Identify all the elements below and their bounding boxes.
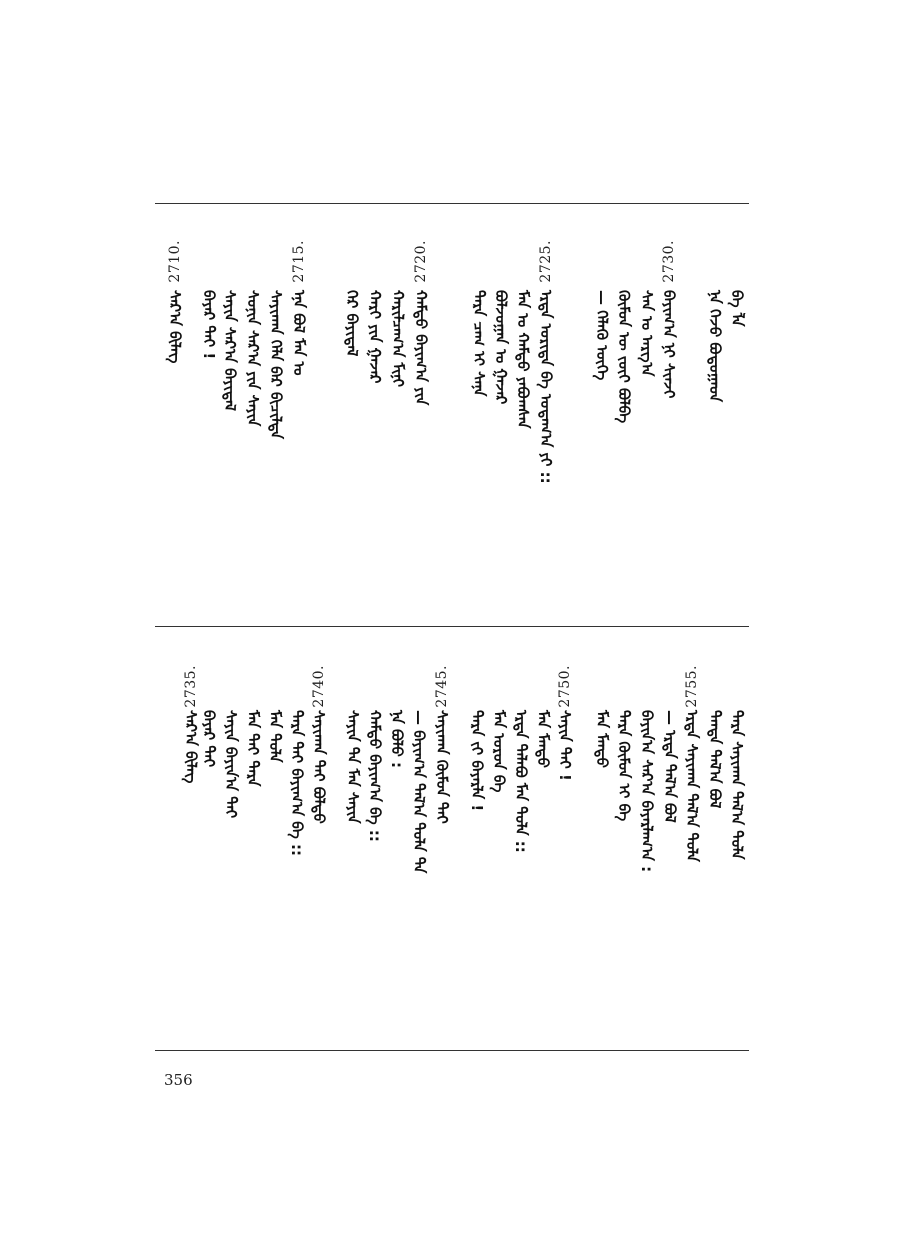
verse-column — [219, 240, 241, 620]
verse-column — [342, 665, 364, 1045]
line-number: 2750. — [557, 665, 573, 708]
mongolian-verse-line: ᠲᠡᠨᠳᠡ ᠲᠠᠯ᠎ᠠ ᠪᠣᠯ — [706, 710, 724, 809]
mongolian-verse-line: ᠡᠨᠡ ᠪᠣᠯ ᠮᠠᠨ ᠤ — [290, 290, 308, 376]
mongolian-verse-line: ᠰᠠᠷ᠎ᠠ ᠪᠢᠯᠡᠭ — [166, 290, 184, 364]
page-number: 356 — [164, 1071, 193, 1089]
mongolian-verse-line: ᠪᠠᠶᠢᠭ᠎ᠠ ᠨᠢ ᠰᠢᠨᠵᠢ — [660, 290, 678, 399]
mongolian-verse-line: ᠪᠣᠯᠵᠣᠭᠠᠨ ᠤ ᠭᠠᠵᠠᠷ — [492, 290, 510, 405]
verse-column — [180, 665, 202, 1045]
verse-column — [387, 240, 409, 620]
mongolian-verse-line: ᠮᠠᠨ ᠮᠠᠨᠳᠤ — [534, 710, 552, 768]
line-number: 2710. — [167, 240, 183, 283]
verse-column — [613, 240, 635, 620]
verse-column — [468, 240, 490, 620]
verse-column — [308, 665, 330, 1045]
mongolian-verse-line: ᠰᠠᠶᠢᠨ ᠲᠠᠢ ! — [556, 710, 574, 781]
line-number: 2725. — [538, 240, 554, 283]
verse-column — [726, 665, 748, 1045]
verse-column — [264, 665, 286, 1045]
mongolian-verse-line: ᠰᠣᠨᠢᠨ ᠰᠠᠷ᠎ᠠ ᠶᠢᠨ ᠰᠠᠶᠢᠨ — [244, 290, 262, 427]
verse-column — [591, 665, 613, 1045]
verse-column — [242, 240, 264, 620]
mongolian-verse-line: ᠰᠠᠶᠢᠬᠠᠨ ᠲᠠᠢ ᠪᠣᠯᠲᠤ — [310, 710, 328, 824]
lower-verse-block — [155, 665, 749, 1045]
verse-column — [286, 665, 308, 1045]
middle-rule — [155, 626, 749, 627]
line-number: 2715. — [291, 240, 307, 283]
line-number: 2740. — [311, 665, 327, 708]
verse-column — [704, 240, 726, 620]
verse-column — [512, 240, 534, 620]
verse-column — [408, 665, 430, 1045]
mongolian-verse-line: ᠪᠠᠶᠢᠨ᠎ᠠ ᠰᠠᠷ᠎ᠠ ᠪᠠᠶᠠᠷᠯᠠᠭ᠎ᠠ : — [638, 710, 656, 873]
verse-column — [613, 665, 635, 1045]
verse-column — [164, 240, 186, 620]
mongolian-verse-line: ᠬᠠᠮᠲᠤ ᠪᠠᠶᠢᠭ᠎ᠠ ᠶᠢᠨ — [412, 290, 430, 406]
mongolian-verse-line: ᠪᠠᠶᠠᠷ ᠲᠠᠢ — [200, 710, 218, 768]
mongolian-verse-line: ᠲᠡᠷᠡ ᠶ᠋ᠢ ᠪᠠᠶᠠᠷᠯᠠ ! — [468, 710, 486, 812]
top-rule — [155, 203, 749, 204]
verse-column — [386, 665, 408, 1045]
mongolian-verse-line: ᠮᠠᠨ ᠲᠤᠯᠠ — [266, 710, 284, 763]
verse-column — [364, 240, 386, 620]
verse-column — [265, 240, 287, 620]
mongolian-verse-line: ᠡᠷᠲᠡ ᠲᠠᠯᠠᠪᠤ ᠮᠠᠨ ᠲᠤᠯᠠ :: — [512, 710, 530, 853]
mongolian-verse-line: — ᠪᠠᠶᠢᠭ᠎ᠠ ᠲᠠᠯ᠎ᠠ ᠲᠤᠯᠠ ᠲᠠ — [410, 710, 428, 874]
verse-column — [341, 240, 363, 620]
mongolian-verse-line: ᠰᠠᠶᠢᠨ ᠲᠠ ᠮᠠᠨ ᠰᠠᠶᠢᠨ — [344, 710, 362, 824]
verse-column — [431, 665, 453, 1045]
mongolian-verse-line: ᠰᠠᠶᠢᠬᠠᠨ ᠬᠦᠮᠦᠨ ᠲᠠᠢ — [433, 710, 451, 824]
mongolian-verse-line: ᠨᠡ ᠪᠣᠯᠤ : — [388, 710, 406, 768]
line-number: 2720. — [413, 240, 429, 283]
verse-column — [636, 665, 658, 1045]
mongolian-verse-line: ᠪᠠ ᠯᠡ — [728, 290, 746, 327]
verse-column — [220, 665, 242, 1045]
mongolian-verse-line: ᠡᠷᠲᠡ ᠰᠠᠶᠢᠬᠠᠨ ᠲᠠᠯ᠎ᠠ ᠲᠤᠯᠠ — [683, 710, 701, 862]
verse-column — [636, 240, 658, 620]
mongolian-verse-line: ᠮᠠᠨ ᠲᠠᠢ ᠲᠡᠷᠡ — [244, 710, 262, 787]
mongolian-verse-line: ᠰᠠᠷ᠎ᠠ ᠪᠢᠯᠡᠭ — [182, 710, 200, 784]
mongolian-verse-line: ᠨᠡ ᠭᠡᠵᠦ ᠪᠣᠳᠣᠭᠠᠳ — [706, 290, 724, 402]
verse-column — [364, 665, 386, 1045]
verse-column — [466, 665, 488, 1045]
verse-column — [726, 240, 748, 620]
mongolian-verse-line: ᠰᠠᠶᠢᠨ ᠰᠠᠷ᠎ᠠ ᠪᠠᠶᠢᠳᠠᠯ — [221, 290, 239, 412]
verse-column — [242, 665, 264, 1045]
verse-column — [488, 665, 510, 1045]
bottom-rule — [155, 1050, 749, 1051]
upper-verse-block — [155, 240, 749, 620]
verse-column — [490, 240, 512, 620]
mongolian-verse-line: ᠬᠦᠮᠦᠨ ᠦ ᠵᠦᠢ ᠪᠣᠯᠪᠠ — [615, 290, 633, 424]
verse-column — [659, 665, 681, 1045]
mongolian-verse-line: ᠬᠠᠷᠢᠯᠴᠠᠭ᠎ᠠ ᠮᠢᠨᠢ — [389, 290, 407, 388]
line-number: 2730. — [661, 240, 677, 283]
verse-column — [681, 665, 703, 1045]
verse-column — [591, 240, 613, 620]
line-number: 2755. — [684, 665, 700, 708]
verse-column — [532, 665, 554, 1045]
mongolian-verse-line: ᠰᠠᠨ ᠤ ᠠᠷᠭ᠎ᠠ — [638, 290, 656, 377]
mongolian-verse-line: ᠲᠡᠷᠡ ᠬᠦᠮᠦᠨ ᠢ ᠪᠠ — [615, 710, 633, 822]
mongolian-verse-line: ᠰᠠᠶᠢᠬᠠᠨ ᠬᠡᠯᠡ ᠪᠡᠷ ᠪᠢᠴᠢᠯᠲᠡ — [267, 290, 285, 439]
verse-column — [288, 240, 310, 620]
line-number: 2735. — [183, 665, 199, 708]
verse-column — [658, 240, 680, 620]
mongolian-verse-line: ᠮᠠᠨ ᠤᠷᠤᠨ ᠪᠠ — [490, 710, 508, 793]
mongolian-verse-line: ᠲᠡᠷᠡ ᠲᠠᠢ ᠪᠠᠶᠢᠭ᠎ᠠ ᠪᠠ :: — [288, 710, 306, 857]
verse-column — [510, 665, 532, 1045]
verse-column — [554, 665, 576, 1045]
mongolian-verse-line: ᠭᠡᠷ ᠪᠠᠶᠢᠳᠠᠯ — [343, 290, 361, 357]
mongolian-verse-line: ᠲᠡᠷᠡ ᠰᠠᠶᠢᠬᠠᠨ ᠲᠠᠯ᠎ᠠ ᠲᠤᠯᠠ — [728, 710, 746, 860]
line-number: 2745. — [434, 665, 450, 708]
mongolian-verse-line: ᠪᠠᠶᠠᠷ ᠲᠠᠢ ! — [200, 290, 218, 360]
mongolian-verse-line: ᠡᠷᠲᠡ ᠤᠷᠢᠳᠠ ᠪᠠ ᠤᠳᠠᠭ᠎ᠠ ᠶᠢ :: — [537, 290, 555, 484]
mongolian-verse-line: ᠰᠠᠶᠢᠨ ᠪᠠᠶᠢᠨ᠎ᠠ ᠲᠠᠢ — [222, 710, 240, 819]
verse-column — [198, 240, 220, 620]
verse-column — [410, 240, 432, 620]
mongolian-verse-line: ᠮᠠᠨ ᠮᠠᠨᠳᠤ — [593, 710, 611, 768]
mongolian-verse-line: — ᠡᠷᠲᠡ ᠲᠠᠯ᠎ᠠ ᠪᠣᠯ — [661, 710, 679, 823]
verse-column — [535, 240, 557, 620]
mongolian-verse-line: ᠮᠠᠨ ᠤ ᠬᠠᠮᠲᠤ ᠶᠠᠪᠤᠭᠰᠠᠨ — [514, 290, 532, 429]
mongolian-verse-line: ᠬᠠᠷᠢ ᠶᠢᠨ ᠭᠠᠵᠠᠷ — [366, 290, 384, 384]
mongolian-verse-line: ᠲᠡᠷᠡ ᠴᠠᠭ ᠢ ᠰᠠᠨᠠ — [470, 290, 488, 397]
mongolian-verse-line: — ᠬᠡᠯᠡᠬᠦ ᠦᠭᠡ — [593, 290, 611, 381]
verse-column — [704, 665, 726, 1045]
mongolian-verse-line: ᠬᠠᠮᠲᠤ ᠪᠠᠶᠢᠭ᠎ᠠ ᠪᠠ :: — [366, 710, 384, 842]
